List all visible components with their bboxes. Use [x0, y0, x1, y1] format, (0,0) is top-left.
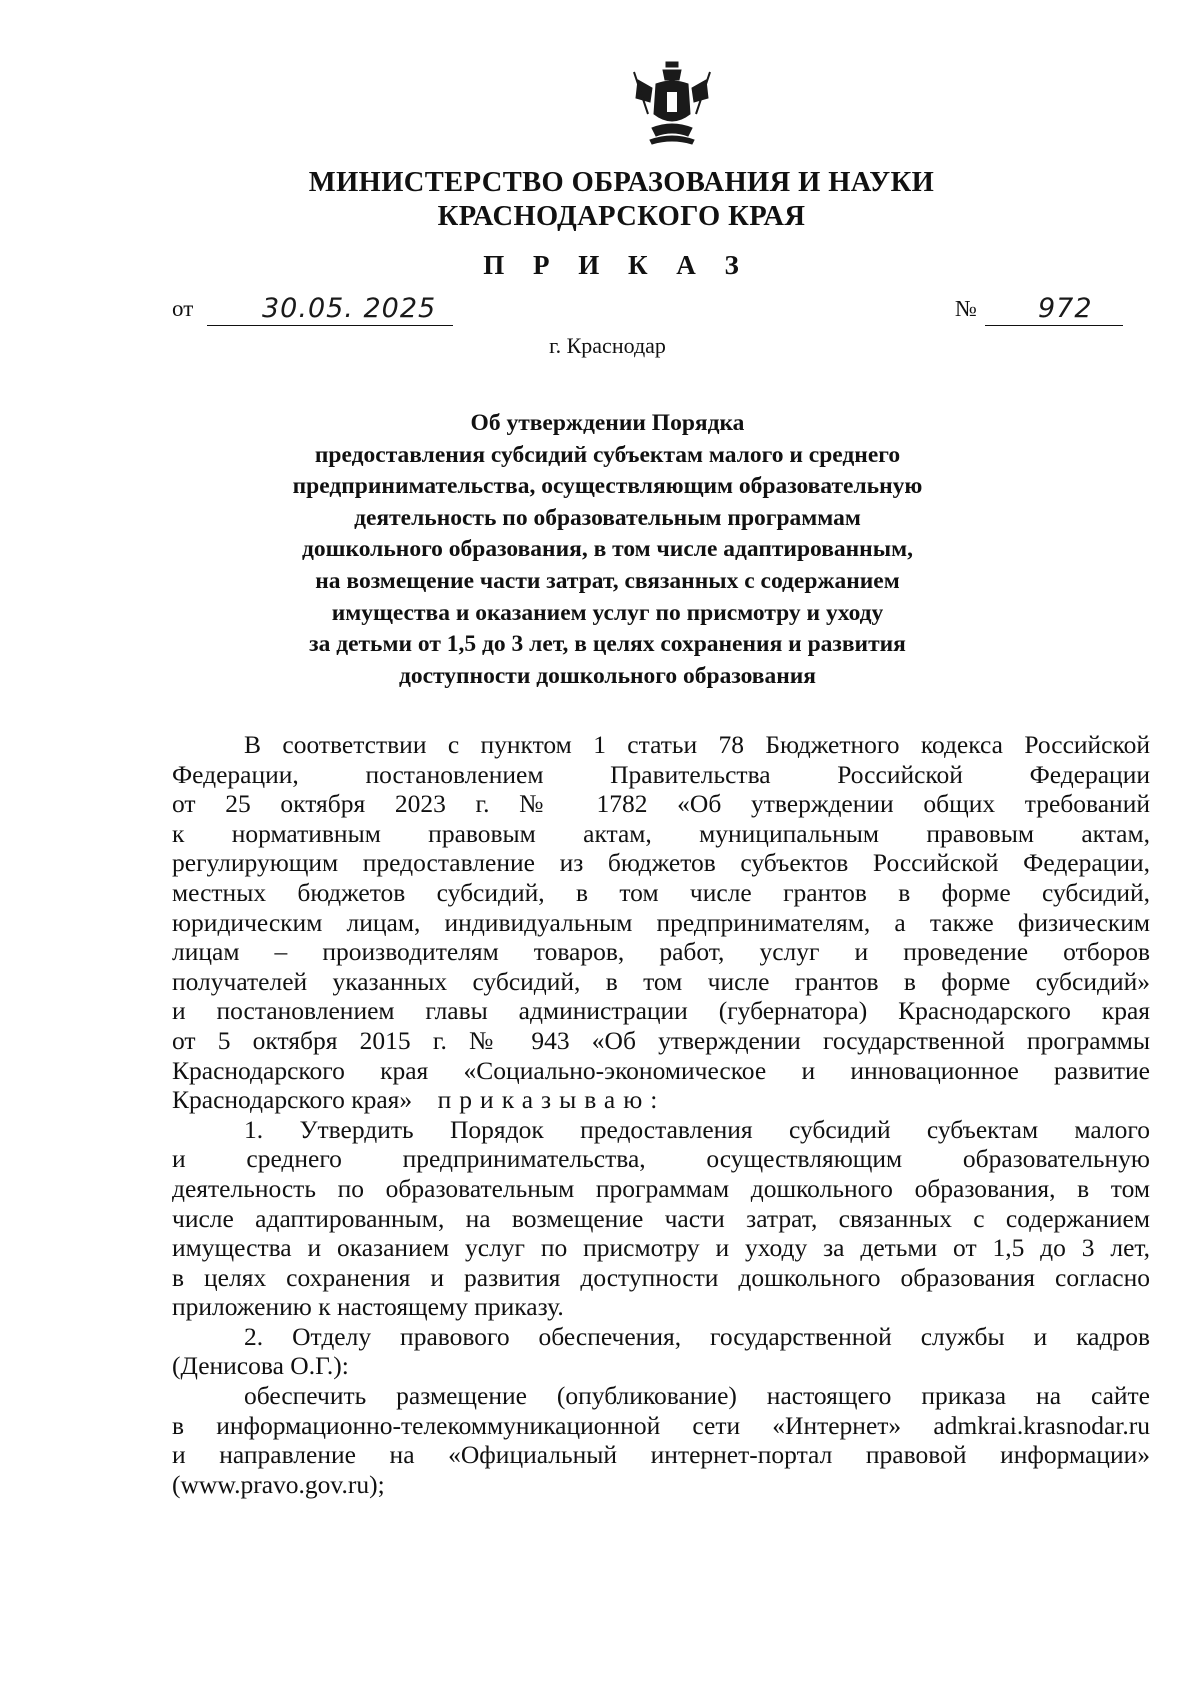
- body-line: и направление на «Официальный интернет-портал правовой информации»: [172, 1440, 1150, 1470]
- date-label: от: [172, 296, 194, 321]
- body-line: 1. Утвердить Порядок предоставления субсидий субъектам малого: [244, 1114, 1150, 1144]
- city: г. Краснодар: [549, 333, 666, 358]
- body-line: к нормативным правовым актам, муниципальным правовым актам,: [172, 818, 1150, 848]
- order-word: приказываю:: [437, 1085, 666, 1115]
- body-line: обеспечить размещение (опубликование) настоящего приказа на сайте: [244, 1381, 1150, 1411]
- coat-of-arms-emblem: [630, 58, 714, 150]
- body-line: 2. Отделу правового обеспечения, государственной службы и кадров: [244, 1321, 1150, 1351]
- body-line: Краснодарского края «Социально-экономическое и инновационное развитие: [172, 1055, 1150, 1085]
- title-line: за детьми от 1,5 до 3 лет, в целях сохранения и развития: [309, 631, 906, 658]
- title-line: имущества и оказанием услуг по присмотру и уходу: [331, 599, 884, 626]
- body-line: лицам – производителям товаров, работ, услуг и проведение отборов: [172, 937, 1150, 967]
- ministry-line-1: МИНИСТЕРСТВО ОБРАЗОВАНИЯ И НАУКИ: [308, 167, 935, 198]
- preamble-paragraph: [172, 730, 1150, 1115]
- title-line: дошкольного образования, в том числе адаптированным,: [302, 536, 913, 563]
- handwritten-date: 30.05. 2025: [262, 293, 437, 324]
- document-body: [172, 730, 1150, 1499]
- body-line: в информационно-телекоммуникационной сети «Интернет» admkrai.krasnodar.ru: [172, 1410, 1150, 1440]
- body-line: приложению к настоящему приказу.: [172, 1292, 564, 1322]
- title-line: Об утверждении Порядка: [470, 410, 745, 436]
- date-underline: [207, 325, 453, 326]
- body-line: Федерации, постановлением Правительства Российской Федерации: [172, 759, 1150, 789]
- handwritten-number: 972: [1038, 293, 1093, 324]
- body-line: юридическим лицам, индивидуальным предпринимателям, а также физическим: [172, 907, 1150, 937]
- number-label: №: [955, 296, 977, 321]
- body-line: [172, 1085, 1150, 1115]
- item-1-paragraph: [172, 1115, 1150, 1322]
- body-line: имущества и оказанием услуг по присмотру и уходу за детьми от 1,5 до 3 лет,: [172, 1233, 1150, 1263]
- item-2-subparagraph: [172, 1381, 1150, 1499]
- body-line: (www.pravo.gov.ru);: [172, 1469, 385, 1499]
- body-line: получателей указанных субсидий, в том числе грантов в форме субсидий»: [172, 966, 1150, 996]
- title-line: на возмещение части затрат, связанных с содержанием: [315, 567, 900, 594]
- preamble-last-text: Краснодарского края»: [172, 1085, 413, 1115]
- body-line: деятельность по образовательным программам дошкольного образования, в том: [172, 1173, 1150, 1203]
- item-2-paragraph: [172, 1322, 1150, 1381]
- body-line: В соответствии с пунктом 1 статьи 78 Бюджетного кодекса Российской: [244, 730, 1150, 759]
- body-line: от 25 октября 2023 г. № 1782 «Об утверждении общих требований: [172, 789, 1150, 819]
- body-line: от 5 октября 2015 г. № 943 «Об утверждении государственной программы: [172, 1025, 1150, 1055]
- body-line: (Денисова О.Г.):: [172, 1351, 349, 1381]
- title-line: предпринимательства, осуществляющим образовательную: [292, 473, 923, 500]
- body-line: регулирующим предоставление из бюджетов субъектов Российской Федерации,: [172, 848, 1150, 878]
- ministry-name: [0, 166, 1200, 234]
- title-line: деятельность по образовательным программам: [354, 504, 861, 531]
- body-line: и постановлением главы администрации (губернатора) Краснодарского края: [172, 996, 1150, 1026]
- body-line: местных бюджетов субсидий, в том числе грантов в форме субсидий,: [172, 877, 1150, 907]
- body-line: и среднего предпринимательства, осуществляющим образовательную: [172, 1144, 1150, 1174]
- title-line: предоставления субсидий субъектам малого и среднего: [314, 441, 901, 468]
- number-underline: [985, 325, 1123, 326]
- body-line: числе адаптированным, на возмещение части затрат, связанных с содержанием: [172, 1203, 1150, 1233]
- document-title: [0, 408, 1200, 692]
- title-line: доступности дошкольного образования: [398, 662, 817, 689]
- body-line: в целях сохранения и развития доступности дошкольного образования согласно: [172, 1262, 1150, 1292]
- document-type: П Р И К А З: [483, 250, 750, 280]
- ministry-line-2: КРАСНОДАРСКОГО КРАЯ: [437, 201, 806, 232]
